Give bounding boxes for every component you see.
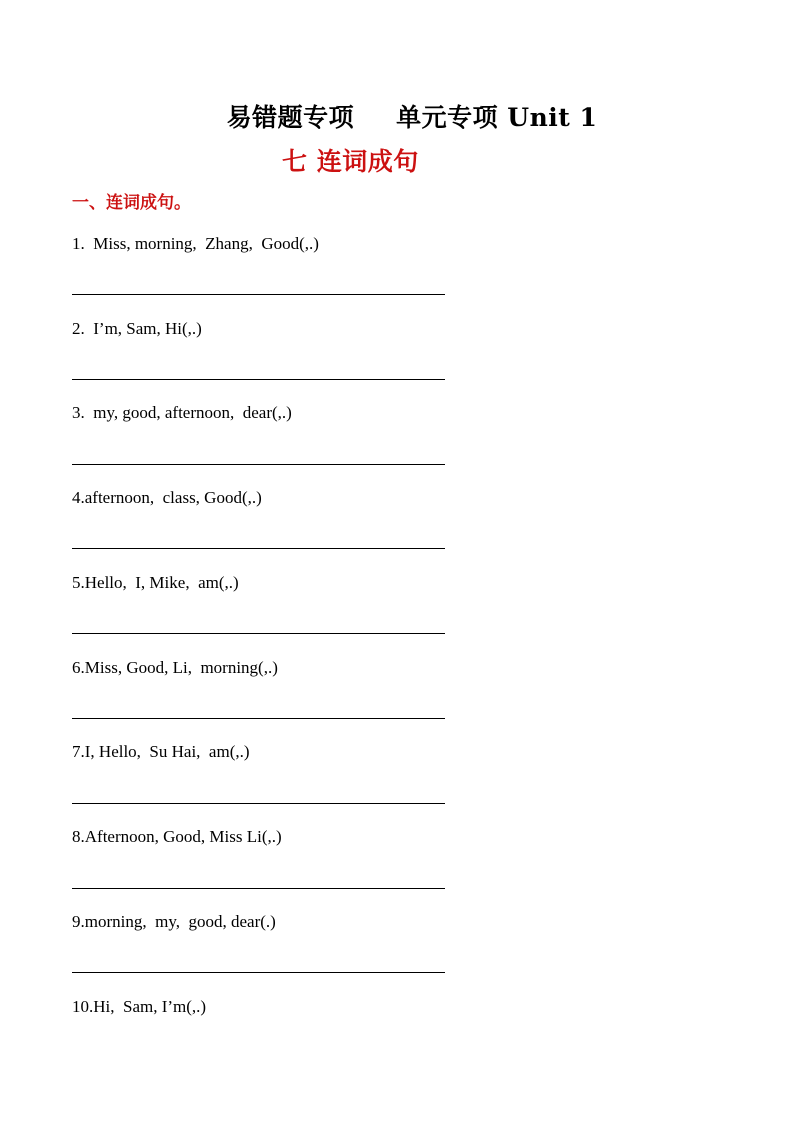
answer-line-7[interactable] (72, 803, 445, 804)
question-4: 4.afternoon, class, Good(,.) (72, 488, 262, 507)
document-header (0, 98, 794, 134)
question-1: 1. Miss, morning, Zhang, Good(,.) (72, 234, 319, 253)
page-subtitle: 七 连词成句 (282, 147, 419, 176)
question-3: 3. my, good, afternoon, dear(,.) (72, 403, 292, 422)
page-title (227, 103, 598, 132)
answer-line-3[interactable] (72, 464, 445, 465)
question-9: 9.morning, my, good, dear(.) (72, 912, 276, 931)
question-10: 10.Hi, Sam, I’m(,.) (72, 997, 207, 1016)
answer-line-4[interactable] (72, 548, 445, 549)
title-right: 单元专项 Unit 1 (396, 103, 598, 132)
answer-line-1[interactable] (72, 294, 445, 295)
question-8: 8.Afternoon, Good, Miss Li(,.) (72, 827, 282, 846)
answer-line-8[interactable] (72, 888, 445, 889)
answer-line-2[interactable] (72, 379, 445, 380)
section-heading: 一、连词成句。 (72, 193, 191, 213)
answer-line-6[interactable] (72, 718, 445, 719)
title-left: 易错题专项 (226, 103, 355, 132)
answer-line-5[interactable] (72, 633, 445, 634)
question-2: 2. I’m, Sam, Hi(,.) (72, 319, 202, 338)
answer-line-9[interactable] (72, 972, 445, 973)
question-6: 6.Miss, Good, Li, morning(,.) (72, 658, 278, 677)
question-5: 5.Hello, I, Mike, am(,.) (72, 573, 239, 592)
question-7: 7.I, Hello, Su Hai, am(,.) (72, 742, 250, 761)
